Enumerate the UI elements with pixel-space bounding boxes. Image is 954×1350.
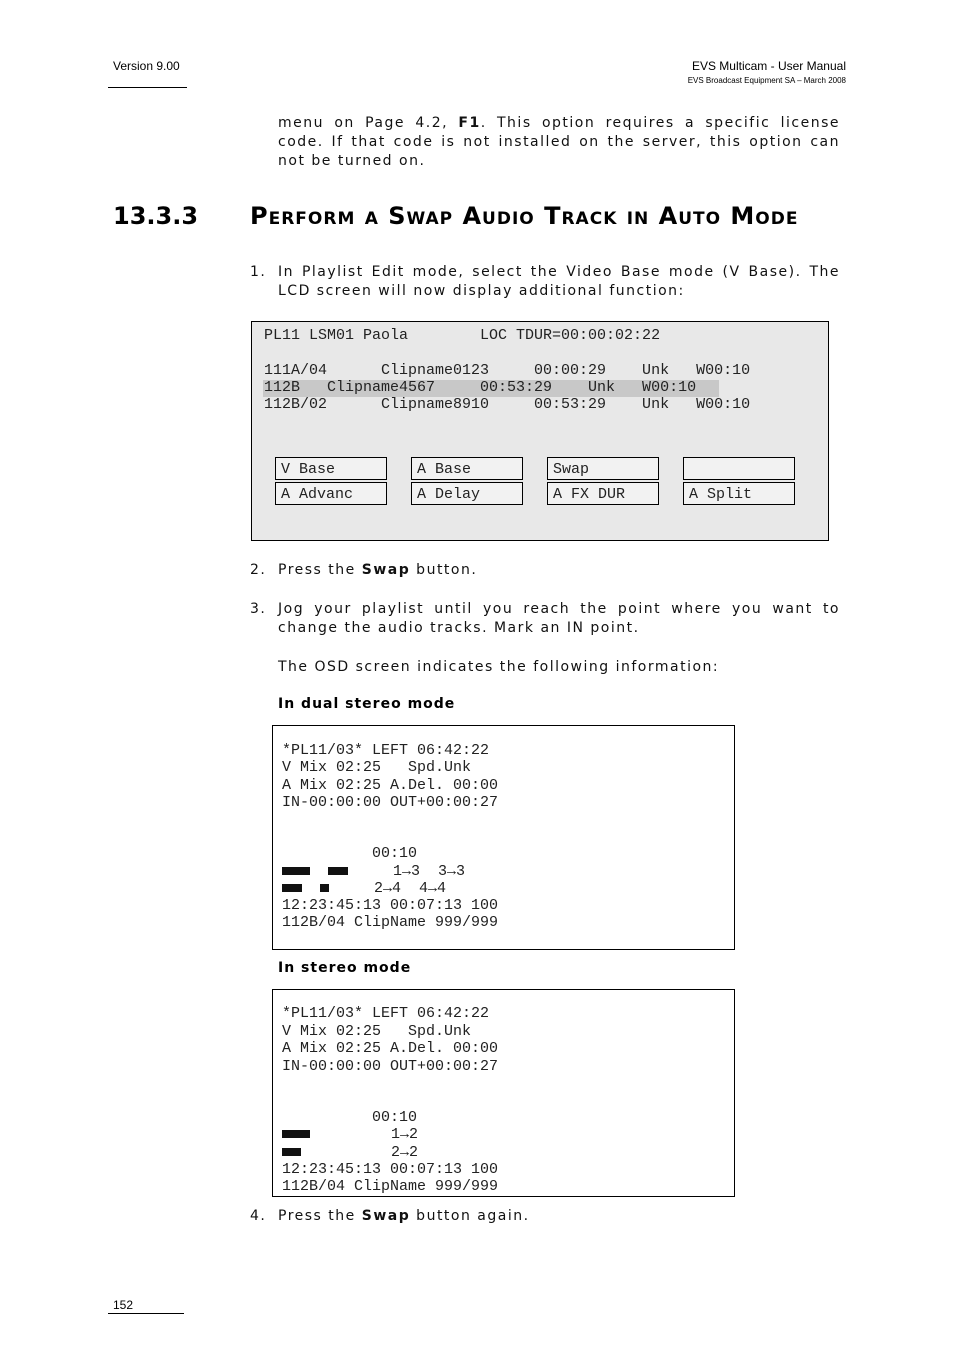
osd-dual-route-row-2: 2→4 4→4 — [282, 880, 446, 897]
lcd-screen — [251, 321, 829, 541]
osd-stereo-line-4: IN-00:00:00 OUT+00:00:27 — [282, 1058, 499, 1075]
manual-title: EVS Multicam - User Manual — [691, 59, 846, 73]
osd-dual-line-2: V Mix 02:25 Spd.Unk — [282, 759, 472, 776]
audio-meter-bar — [328, 867, 348, 875]
step-1-text: In Playlist Edit mode, select the Video Base mode (V Base). The LCD screen will now display additional function: — [278, 264, 840, 299]
osd-stereo-line-8: 12:23:45:13 00:07:13 100 — [282, 1161, 499, 1178]
step-1-number: 1. — [250, 264, 267, 280]
osd-stereo-line-9: 112B/04 ClipName 999/999 — [282, 1178, 499, 1195]
audio-meter-bar — [282, 1130, 310, 1138]
section-number: 13.3.3 — [113, 202, 199, 230]
header-rule — [108, 87, 187, 88]
osd-dual-line-4: IN-00:00:00 OUT+00:00:27 — [282, 794, 499, 811]
fkey-swap[interactable]: Swap — [547, 457, 659, 480]
step-3-text-osd: The OSD screen indicates the following information: — [278, 659, 720, 675]
osd-dual-line-1: *PL11/03* LEFT 06:42:22 — [282, 742, 490, 759]
step-3-text: Jog your playlist until you reach the point where you want to change the audio tracks. Mark an IN point. — [278, 601, 840, 636]
audio-meter-bar — [320, 884, 329, 892]
step-3-number: 3. — [250, 601, 267, 617]
page-number: 152 — [113, 1298, 134, 1312]
osd-stereo-timer: 00:10 — [282, 1109, 418, 1126]
osd-stereo — [272, 989, 735, 1197]
osd-dual-line-3: A Mix 02:25 A.Del. 00:00 — [282, 777, 499, 794]
lcd-line-clip-2: 112B Clipname4567 00:53:29 Unk W00:10 — [264, 379, 697, 396]
step-4-text: Press the Swap button again. — [278, 1208, 530, 1224]
step-4-number: 4. — [250, 1208, 267, 1224]
fkey-a-delay[interactable]: A Delay — [411, 482, 523, 505]
lcd-line-header: PL11 LSM01 Paola LOC TDUR=00:00:02:22 — [264, 327, 661, 344]
stereo-heading: In stereo mode — [278, 960, 412, 976]
fkey-v-base[interactable]: V Base — [275, 457, 387, 480]
osd-stereo-route-row-2: 2→2 — [282, 1144, 418, 1161]
intro-paragraph: menu on Page 4.2, F1. This option requires a specific license code. If that code is not installed on the server, this option can not be turned on. — [278, 115, 840, 169]
fkey-a-fx-dur[interactable]: A FX DUR — [547, 482, 659, 505]
lcd-line-clip-3: 112B/02 Clipname8910 00:53:29 Unk W00:10 — [264, 396, 751, 413]
fkey-a-advanc[interactable]: A Advanc — [275, 482, 387, 505]
audio-meter-bar — [282, 867, 310, 875]
lcd-line-clip-1: 111A/04 Clipname0123 00:00:29 Unk W00:10 — [264, 362, 751, 379]
osd-stereo-line-1: *PL11/03* LEFT 06:42:22 — [282, 1005, 490, 1022]
fkey-empty[interactable] — [683, 457, 795, 480]
step-2-number: 2. — [250, 562, 267, 578]
version-label: Version 9.00 — [113, 59, 180, 73]
osd-dual-line-8: 12:23:45:13 00:07:13 100 — [282, 897, 499, 914]
audio-meter-bar — [282, 884, 302, 892]
dual-stereo-heading: In dual stereo mode — [278, 696, 456, 712]
footer-rule — [108, 1313, 184, 1314]
osd-dual-stereo — [272, 725, 735, 950]
step-2-text: Press the Swap button. — [278, 562, 478, 578]
manual-subtitle: EVS Broadcast Equipment SA – March 2008 — [687, 76, 846, 85]
osd-dual-route-row-1: 1→3 3→3 — [282, 863, 465, 880]
audio-meter-bar — [282, 1148, 301, 1156]
fkey-a-base[interactable]: A Base — [411, 457, 523, 480]
osd-dual-timer: 00:10 — [282, 845, 418, 862]
fkey-a-split[interactable]: A Split — [683, 482, 795, 505]
section-title: Perform a Swap Audio Track in Auto Mode — [250, 202, 799, 230]
osd-stereo-line-2: V Mix 02:25 Spd.Unk — [282, 1023, 472, 1040]
osd-stereo-route-row-1: 1→2 — [282, 1126, 418, 1143]
osd-stereo-line-3: A Mix 02:25 A.Del. 00:00 — [282, 1040, 499, 1057]
osd-dual-line-9: 112B/04 ClipName 999/999 — [282, 914, 499, 931]
